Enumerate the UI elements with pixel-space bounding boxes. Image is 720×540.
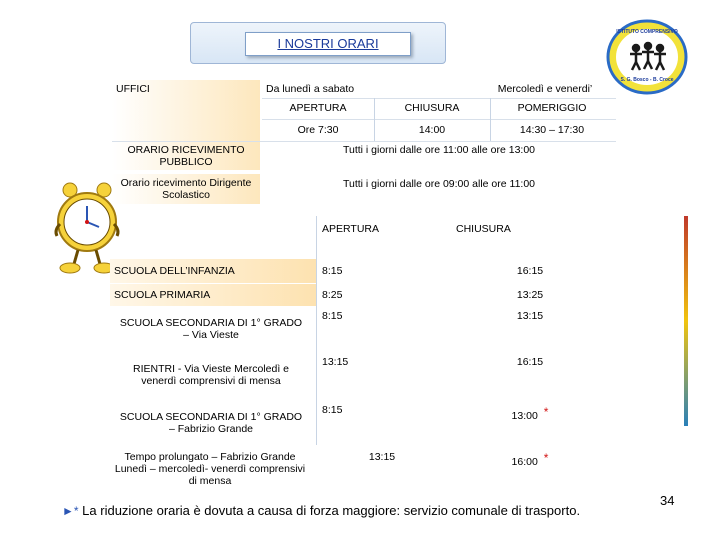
chiusura-value: 14:00	[418, 124, 446, 136]
row-rientri-open: 13:15	[322, 356, 349, 368]
arrow-marker-icon: ►*	[62, 504, 79, 518]
row-secondaria-grande-close: 13:00 *	[511, 405, 549, 422]
ricevimento-dirigente-label: Orario ricevimento Dirigente Scolastico	[112, 174, 260, 204]
row-infanzia-name: SCUOLA DELL’INFANZIA	[110, 259, 316, 283]
chiusura-header: CHIUSURA	[404, 102, 460, 114]
row-secondaria-grande-name: SCUOLA SECONDARIA DI 1° GRADO – Fabrizio Grande	[119, 411, 303, 435]
uffici-label: UFFICI	[112, 80, 260, 142]
weekdays-label: Da lunedì a sabato	[266, 83, 355, 95]
page-title: I NOSTRI ORARI	[245, 32, 411, 56]
scuole-chiusura-header: CHIUSURA	[456, 223, 511, 235]
pomeriggio-header: POMERIGGIO	[517, 102, 587, 114]
row-secondaria-vieste-name: SCUOLA SECONDARIA DI 1° GRADO – Via Vieste	[119, 317, 303, 341]
row-prolungato-open: 13:15	[368, 451, 396, 463]
row-secondaria-vieste-close: 13:15	[516, 310, 544, 322]
footnote-text: La riduzione oraria è dovuta a causa di forza maggiore: servizio comunale di trasporto.	[82, 503, 581, 518]
scuole-apertura-header: APERTURA	[322, 223, 379, 235]
row-rientri-name: RIENTRI - Via Vieste Mercoledì e venerdì comprensivi di mensa	[132, 363, 289, 387]
asterisk-mark: *	[543, 451, 549, 465]
ricevimento-dirigente-value: Tutti i giorni dalle ore 09:00 alle ore 11:00	[342, 178, 536, 190]
page-number: 34	[660, 493, 675, 508]
row-infanzia-close: 16:15	[516, 265, 544, 277]
row-rientri-close: 16:15	[516, 356, 544, 368]
row-prolungato-name: Tempo prolungato – Fabrizio Grande Lunedì – mercoledì- venerdì comprensivi di mensa	[114, 451, 306, 487]
row-primaria-open: 8:25	[322, 289, 343, 301]
ricevimento-pubblico-label: ORARIO RICEVIMENTO PUBBLICO	[112, 142, 260, 170]
row-prolungato-close: 16:00 *	[511, 451, 549, 468]
row-secondaria-vieste-open: 8:15	[322, 310, 343, 322]
footnote	[62, 503, 580, 518]
ricevimento-pubblico-value: Tutti i giorni dalle ore 11:00 alle ore 13:00	[342, 144, 536, 156]
pomeriggio-value: 14:30 – 17:30	[519, 124, 585, 136]
apertura-header: APERTURA	[289, 102, 347, 114]
row-primaria-close: 13:25	[516, 289, 544, 301]
logo-top-text: ISTITUTO COMPRENSIVO	[616, 29, 678, 35]
row-primaria-name: SCUOLA PRIMARIA	[110, 284, 316, 306]
row-infanzia-open: 8:15	[322, 265, 343, 277]
wedfri-label: Mercoledì e venerdi’	[497, 83, 593, 95]
asterisk-mark: *	[543, 405, 549, 419]
apertura-value: Ore 7:30	[297, 124, 339, 136]
row-secondaria-grande-open: 8:15	[322, 404, 343, 416]
edge-decoration	[684, 216, 688, 426]
logo-bottom-text: S. G. Bosco - B. Croce	[620, 77, 674, 83]
